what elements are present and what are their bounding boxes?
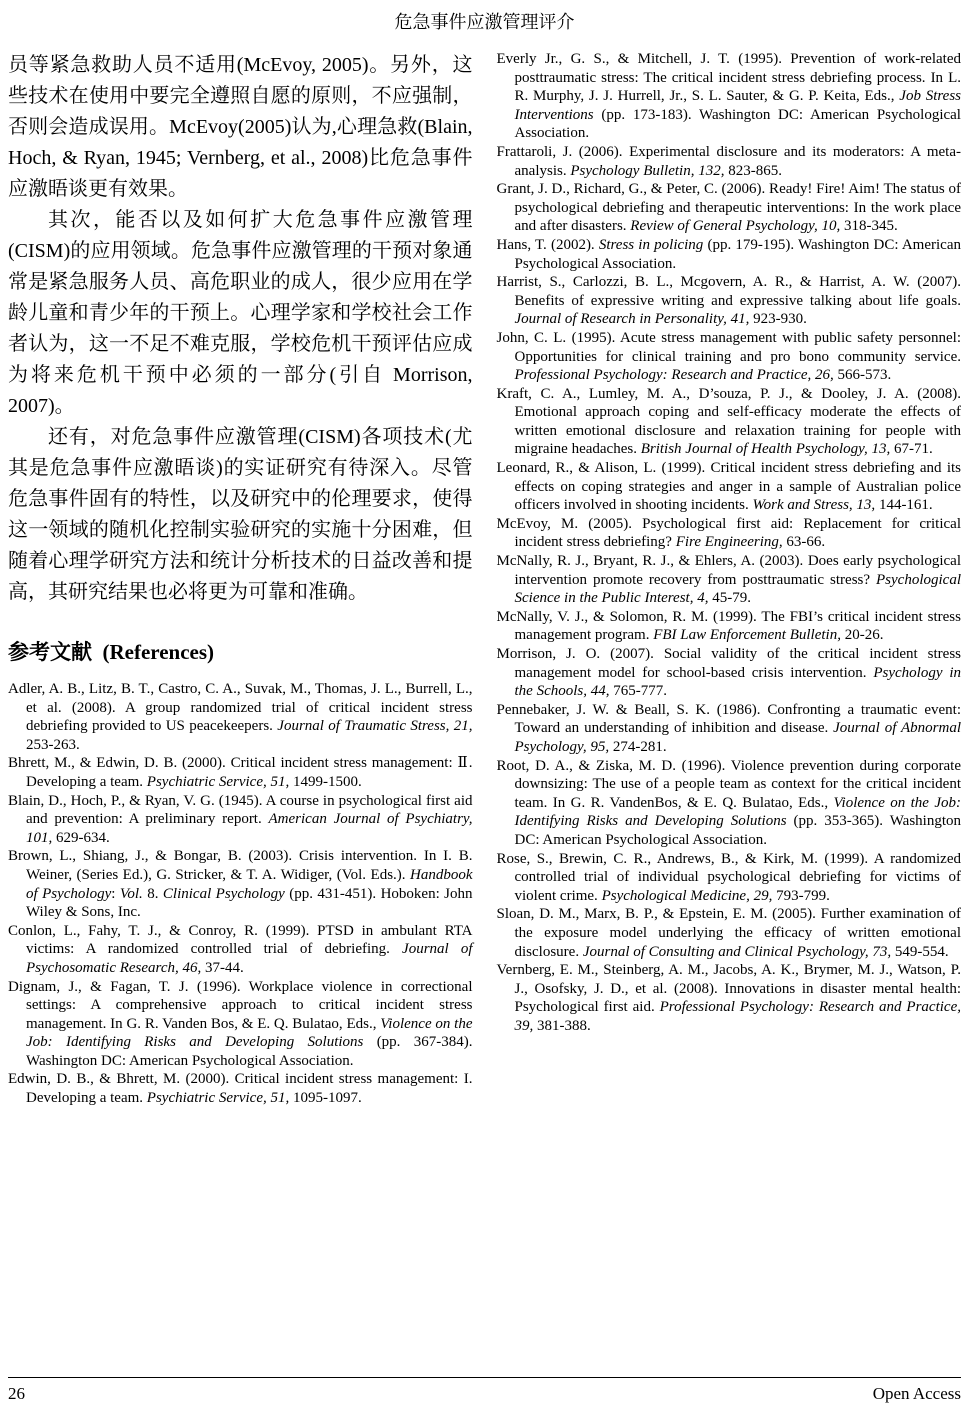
reference-entry xyxy=(497,143,962,180)
reference-entry xyxy=(497,757,962,850)
reference-text-segment: 765-777. xyxy=(613,683,667,700)
reference-text-segment: 566-573. xyxy=(837,367,892,384)
references-left xyxy=(8,680,473,1108)
reference-text-segment: (pp. 431-451). Hoboken: John Wiley & Sons, Inc. xyxy=(26,885,473,921)
reference-journal-segment: Journal of Psychosomatic Research, 46 xyxy=(26,941,473,976)
two-column-body xyxy=(8,50,961,1108)
reference-journal-segment: Journal of Abnormal Psychology, 95, xyxy=(514,720,962,755)
reference-journal-segment: Handbook of Psychology xyxy=(26,866,473,902)
page-number: 26 xyxy=(8,1384,25,1403)
reference-text-segment: 793-799. xyxy=(776,887,830,904)
reference-text-segment: McEvoy, M. (2005). Psychological first aid: Replacement for critical incident stress debriefing? xyxy=(496,515,961,551)
reference-entry xyxy=(497,385,962,459)
reference-text-segment: 629-634. xyxy=(56,829,110,846)
reference-text-segment: : xyxy=(111,885,120,902)
reference-text-segment: Pennebaker, J. W. & Beall, S. K. (1986). Confronting a traumatic event: Toward an understanding of inhibition and disease. xyxy=(496,701,961,737)
reference-text-segment: 1499-1500. xyxy=(293,773,362,790)
body-paragraphs xyxy=(8,50,473,608)
reference-entry xyxy=(497,459,962,515)
reference-text-segment: 45-79. xyxy=(712,590,751,607)
reference-text-segment: Blain, D., Hoch, P., & Ryan, V. G. (1945). A course in psychological first aid and prevention: A preliminary report. xyxy=(8,792,473,828)
reference-text-segment: 823-865. xyxy=(728,162,782,179)
reference-entry xyxy=(497,961,962,1035)
reference-text-segment: McNally, R. J., Bryant, R. J., & Ehlers, A. (2003). Does early psychological intervention promote recovery from posttraumatic stress? xyxy=(496,553,961,588)
reference-entry xyxy=(497,329,962,385)
reference-text-segment: Bhrett, M., & Edwin, D. B. (2000). Critical incident stress management: Ⅱ. Developing a team. xyxy=(8,755,473,790)
reference-text-segment: Edwin, D. B., & Bhrett, M. (2000). Critical incident stress management: I. Developing a team. xyxy=(8,1071,473,1107)
reference-entry xyxy=(8,754,473,791)
reference-journal-segment: Clinical Psychology xyxy=(162,885,290,902)
reference-entry xyxy=(497,608,962,645)
reference-journal-segment: Psychology Bulletin, 132, xyxy=(570,162,729,179)
reference-text-segment: Harrist, S., Carlozzi, B. L., Mcgovern, A. R., & Harrist, A. W. (2007). Benefits of expressive writing and expressive talking about life goals. xyxy=(496,274,961,309)
reference-text-segment: (pp. 179-195). Washington DC: American Psychological Association. xyxy=(514,236,961,272)
reference-text-segment: Rose, S., Brewin, C. R., Andrews, B., & Kirk, M. (1999). A randomized controlled trial of individual psychological debriefing for victims of violent crime. xyxy=(496,850,961,904)
reference-journal-segment: Fire Engineering, xyxy=(675,534,787,551)
reference-text-segment: 20-26. xyxy=(844,627,884,644)
reference-text-segment: Vernberg, E. M., Steinberg, A. M., Jacobs, A. K., Brymer, M. J., Watson, P. J., Osofsky, J. D., et al. (2008). Innovations in disaster mental health: Psychological first aid. xyxy=(496,962,961,1016)
reference-journal-segment: Psychiatric Service, 51, xyxy=(146,1090,293,1107)
reference-entry xyxy=(497,180,962,236)
reference-text-segment: Root, D. A., & Ziska, M. D. (1996). Violence prevention during corporate downsizing: The use of a people team as context for the critical incident team. In G. R. VandenBos, & E. Q. Bulatao, Eds., xyxy=(496,757,961,811)
reference-text-segment: Brown, L., Shiang, J., & Bongar, B. (2003). Crisis intervention. In I. B. Weiner, (Series Ed.), G. Stricker, & T. A. Widiger, (Vol. Eds.). xyxy=(8,848,473,883)
reference-text-segment: Conlon, L., Fahy, T. J., & Conroy, R. (1999). PTSD in ambulant RTA victims: A randomized controlled trial of debriefing. xyxy=(8,922,473,958)
reference-text-segment: 381-388. xyxy=(537,1017,591,1034)
reference-journal-segment: Violence on the Job: Identifying Risks and Developing Solutions xyxy=(514,794,962,830)
reference-journal-segment: Journal of Research in Personality, 41, xyxy=(514,311,754,328)
reference-entry xyxy=(497,50,962,143)
reference-text-segment: 1095-1097. xyxy=(293,1090,362,1107)
open-access-label: Open Access xyxy=(872,1384,961,1403)
reference-text-segment: Leonard, R., & Alison, L. (1999). Critical incident stress debriefing and its effects on coping strategies and anger in a sample of Australian police officers involved in shooting incidents. xyxy=(496,460,961,514)
reference-text-segment: 549-554. xyxy=(894,943,949,960)
reference-journal-segment: Job Stress Interventions xyxy=(514,88,961,123)
reference-journal-segment: Professional Psychology: Research and Practice, 26, xyxy=(514,367,838,384)
reference-text-segment: Sloan, D. M., Marx, B. P., & Epstein, E. M. (2005). Further examination of the exposure model underlying the efficacy of written emotional disclosure. xyxy=(496,906,961,960)
reference-text-segment: John, C. L. (1995). Acute stress management with public safety personnel: Opportunities for clinical training and pro bono community service. xyxy=(496,329,961,365)
page-footer xyxy=(8,1377,961,1404)
reference-journal-segment: Psychological Medicine, 29, xyxy=(601,887,777,904)
reference-text-segment: (pp. 367-384). Washington DC: American Psychological Association. xyxy=(26,1034,473,1069)
reference-entry xyxy=(8,792,473,848)
reference-journal-segment: American Journal of Psychiatry, 101, xyxy=(26,811,473,846)
reference-entry xyxy=(497,645,962,701)
reference-text-segment: (pp. 173-183). Washington DC: American Psychological Association. xyxy=(514,106,961,142)
reference-text-segment: Kraft, C. A., Lumley, M. A., D’souza, P. J., & Dooley, J. A. (2008). Emotional approach coping and self-efficacy moderate the effects of written emotional disclosure and relaxation training for people with migraine headaches. xyxy=(496,385,961,458)
reference-journal-segment: Psychiatric Service, 51, xyxy=(146,773,293,790)
body-paragraph: 员等紧急救助人员不适用(McEvoy, 2005)。另外，这些技术在使用中要完全遵照自愿的原则，不应强制，否则会造成误用。McEvoy(2005)认为,心理急救(Blain, Hoch, & Ryan, 1945; Vernberg, et al., 2008)比危急事件应激晤谈更有效果。 xyxy=(8,54,473,200)
reference-entry xyxy=(497,552,962,608)
reference-journal-segment: Psychological Science in the Public Interest, 4, xyxy=(514,571,961,607)
reference-text-segment: Frattaroli, J. (2006). Experimental disclosure and its moderators: A meta-analysis. xyxy=(496,143,961,179)
reference-text-segment: (pp. 353-365). Washington DC: American Psychological Association. xyxy=(514,813,961,848)
reference-journal-segment: Journal of Consulting and Clinical Psychology, 73, xyxy=(582,943,895,960)
reference-text-segment: Dignam, J., & Fagan, T. J. (1996). Workplace violence in correctional settings: A comprehensive approach to critical incident stress management. In G. R. Vanden Bos, & E. Q. Bulatao, Eds., xyxy=(8,978,473,1032)
right-column xyxy=(497,50,962,1035)
reference-entry xyxy=(8,847,473,921)
reference-entry xyxy=(497,515,962,552)
body-paragraph: 其次，能否以及如何扩大危急事件应激管理(CISM)的应用领域。危急事件应激管理的干预对象通常是紧急服务人员、高危职业的成人，很少应用在学龄儿童和青少年的干预上。心理学家和学校社会工作者认为，这一不足不难克服，学校危机干预评估应成为将来危机干预中必须的一部分(引自 Morrison, 2007)。 xyxy=(8,209,473,417)
reference-text-segment: 63-66. xyxy=(786,534,826,551)
reference-text-segment: 274-281. xyxy=(612,738,667,755)
references-right xyxy=(497,50,962,1035)
reference-entry xyxy=(497,905,962,961)
reference-entry xyxy=(8,680,473,754)
reference-journal-segment: Journal of Traumatic Stress, 21, xyxy=(277,718,473,735)
reference-journal-segment: Stress in policing xyxy=(598,236,708,253)
running-title: 危急事件应激管理评介 xyxy=(394,12,575,32)
reference-journal-segment: Vol. xyxy=(119,885,148,902)
body-paragraph: 还有，对危急事件应激管理(CISM)各项技术(尤其是危急事件应激晤谈)的实证研究有待深入。尽管危急事件固有的特性，以及研究中的伦理要求，使得这一领域的随机化控制实验研究的实施十分困难，但随着心理学研究方法和统计分析技术的日益改善和提高，其研究结果也必将更为可靠和准确。 xyxy=(8,426,473,603)
reference-entry xyxy=(497,273,962,329)
reference-text-segment: Adler, A. B., Litz, B. T., Castro, C. A., Suvak, M., Thomas, J. L., Burrell, L., et al. (2008). A group randomized trial of critical incident stress debriefing provided to US peacekeepers. xyxy=(8,681,473,735)
reference-text-segment: 8. xyxy=(147,885,163,902)
reference-journal-segment: Professional Psychology: Research and Practice, 39, xyxy=(514,999,961,1034)
reference-text-segment: 253-263. xyxy=(26,736,80,753)
reference-text-segment: 318-345. xyxy=(844,218,898,235)
reference-text-segment: Everly Jr., G. S., & Mitchell, J. T. (1995). Prevention of work-related posttraumatic stress: The critical incident stress debriefing process. In L. R. Murphy, J. J. Hurrell, Jr., S. L. Sauter, & G. P. Keita, Eds., xyxy=(496,51,961,105)
reference-text-segment: Grant, J. D., Richard, G., & Peter, C. (2006). Ready! Fire! Aim! The status of psychological debriefing and therapeutic interventions: In the work place and after disasters. xyxy=(496,181,961,235)
references-heading: 参考文献 (References) xyxy=(8,640,215,664)
reference-journal-segment: Psychology in the Schools, 44, xyxy=(514,664,961,700)
reference-text-segment: Hans, T. (2002). xyxy=(496,236,599,253)
reference-text-segment: McNally, V. J., & Solomon, R. M. (1999). The FBI’s critical incident stress management program. xyxy=(496,608,961,644)
reference-journal-segment: FBI Law Enforcement Bulletin, xyxy=(653,627,845,644)
left-column xyxy=(8,50,473,1108)
reference-journal-segment: Work and Stress, 13, xyxy=(752,497,879,514)
reference-entry xyxy=(8,922,473,978)
reference-journal-segment: British Journal of Health Psychology, 13, xyxy=(640,441,895,458)
reference-text-segment: 144-161. xyxy=(878,497,933,514)
reference-text-segment: , 37-44. xyxy=(197,959,244,976)
reference-text-segment: 67-71. xyxy=(894,441,933,458)
reference-entry xyxy=(497,236,962,273)
reference-entry xyxy=(8,978,473,1071)
reference-text-segment: Morrison, J. O. (2007). Social validity of the critical incident stress management model for school-based crisis intervention. xyxy=(496,646,961,681)
reference-entry xyxy=(497,850,962,906)
reference-entry xyxy=(497,701,962,757)
reference-entry xyxy=(8,1070,473,1107)
reference-text-segment: 923-930. xyxy=(753,311,807,328)
reference-journal-segment: Review of General Psychology, 10, xyxy=(630,218,844,235)
reference-journal-segment: Violence on the Job: Identifying Risks and Developing Solutions xyxy=(26,1015,473,1051)
